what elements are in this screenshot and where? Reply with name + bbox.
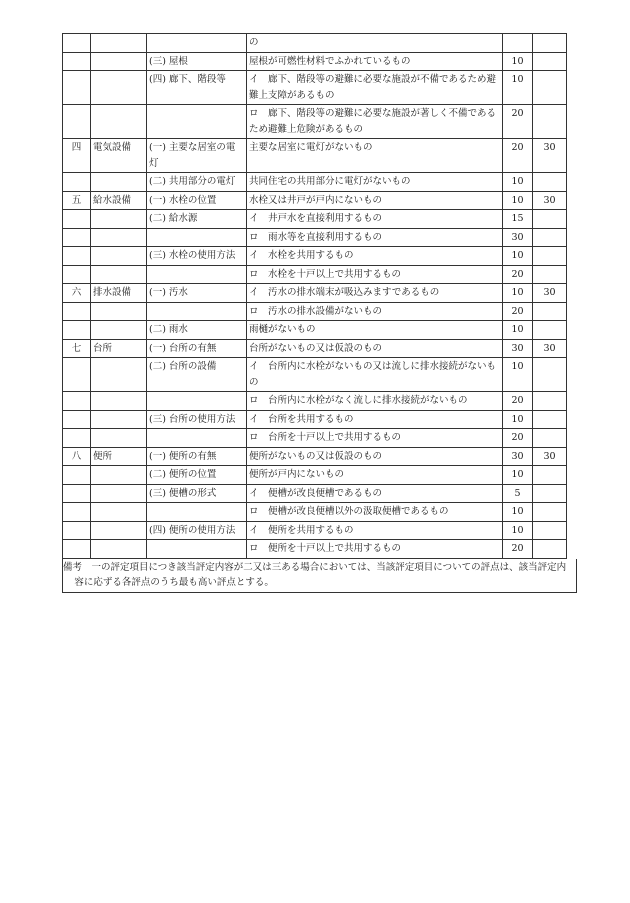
evaluation-item — [147, 228, 247, 247]
max-score — [533, 71, 567, 105]
category-number: 六 — [63, 284, 91, 303]
evaluation-content: ロ 台所内に水栓がなく流しに排水接続がないもの — [247, 392, 503, 411]
table-row — [63, 540, 567, 559]
category-number — [63, 302, 91, 321]
category-name — [91, 540, 147, 559]
max-score — [533, 466, 567, 485]
category-number — [63, 429, 91, 448]
item-score: 10 — [503, 466, 533, 485]
table-row — [63, 321, 567, 340]
max-score: 30 — [533, 191, 567, 210]
category-name — [91, 484, 147, 503]
category-number — [63, 173, 91, 192]
category-number — [63, 466, 91, 485]
item-score: 30 — [503, 228, 533, 247]
item-score: 10 — [503, 284, 533, 303]
category-name — [91, 228, 147, 247]
item-score: 30 — [503, 339, 533, 358]
category-number — [63, 210, 91, 229]
evaluation-content: イ 台所内に水栓がないもの又は流しに排水接続がないもの — [247, 358, 503, 392]
max-score — [533, 429, 567, 448]
category-number — [63, 34, 91, 53]
max-score — [533, 52, 567, 71]
evaluation-content: イ 便所を共用するもの — [247, 521, 503, 540]
table-row — [63, 392, 567, 411]
evaluation-content: ロ 便所を十戸以上で共用するもの — [247, 540, 503, 559]
item-score: 20 — [503, 139, 533, 173]
remarks-note: 備考 一の評定項目につき該当評定内容が二又は三ある場合においては、当該評定項目についての評点は、該当評定内容に応ずる各評点のうち最も高い評点とする。 — [62, 559, 577, 593]
table-row — [63, 228, 567, 247]
category-name — [91, 71, 147, 105]
evaluation-item — [147, 429, 247, 448]
table-row — [63, 358, 567, 392]
category-number — [63, 321, 91, 340]
category-number: 五 — [63, 191, 91, 210]
item-score: 10 — [503, 521, 533, 540]
evaluation-item: (四) 廊下、階段等 — [147, 71, 247, 105]
table-row — [63, 284, 567, 303]
max-score — [533, 34, 567, 53]
evaluation-content: 水栓又は井戸が戸内にないもの — [247, 191, 503, 210]
category-name — [91, 466, 147, 485]
max-score — [533, 247, 567, 266]
evaluation-content: イ 水栓を共用するもの — [247, 247, 503, 266]
evaluation-content: イ 井戸水を直接利用するもの — [247, 210, 503, 229]
evaluation-item — [147, 34, 247, 53]
evaluation-item — [147, 302, 247, 321]
evaluation-content: ロ 便槽が改良便槽以外の汲取便槽であるもの — [247, 503, 503, 522]
evaluation-item — [147, 392, 247, 411]
evaluation-item: (四) 便所の使用方法 — [147, 521, 247, 540]
category-number — [63, 358, 91, 392]
category-name: 電気設備 — [91, 139, 147, 173]
max-score — [533, 392, 567, 411]
item-score: 20 — [503, 265, 533, 284]
max-score — [533, 358, 567, 392]
evaluation-item: (二) 便所の位置 — [147, 466, 247, 485]
category-name — [91, 52, 147, 71]
evaluation-item: (三) 水栓の使用方法 — [147, 247, 247, 266]
table-row — [63, 34, 567, 53]
max-score: 30 — [533, 139, 567, 173]
max-score — [533, 521, 567, 540]
evaluation-item: (三) 便槽の形式 — [147, 484, 247, 503]
table-row — [63, 302, 567, 321]
category-number — [63, 52, 91, 71]
evaluation-content: 屋根が可燃性材料でふかれているもの — [247, 52, 503, 71]
max-score: 30 — [533, 339, 567, 358]
evaluation-item — [147, 540, 247, 559]
category-name — [91, 503, 147, 522]
max-score: 30 — [533, 284, 567, 303]
category-name — [91, 210, 147, 229]
max-score — [533, 302, 567, 321]
category-name: 台所 — [91, 339, 147, 358]
table-row — [63, 339, 567, 358]
category-number — [63, 228, 91, 247]
max-score: 30 — [533, 447, 567, 466]
category-name — [91, 392, 147, 411]
item-score: 20 — [503, 105, 533, 139]
category-name — [91, 321, 147, 340]
category-number — [63, 71, 91, 105]
table-row — [63, 410, 567, 429]
item-score: 10 — [503, 247, 533, 266]
table-row — [63, 210, 567, 229]
evaluation-item: (一) 便所の有無 — [147, 447, 247, 466]
evaluation-content: 主要な居室に電灯がないもの — [247, 139, 503, 173]
evaluation-content: 雨樋がないもの — [247, 321, 503, 340]
table-row — [63, 105, 567, 139]
table-row — [63, 447, 567, 466]
category-name — [91, 429, 147, 448]
category-number — [63, 247, 91, 266]
table-row — [63, 139, 567, 173]
item-score: 10 — [503, 191, 533, 210]
table-row — [63, 173, 567, 192]
max-score — [533, 410, 567, 429]
item-score: 10 — [503, 71, 533, 105]
evaluation-content: ロ 雨水等を直接利用するもの — [247, 228, 503, 247]
item-score: 10 — [503, 358, 533, 392]
item-score: 15 — [503, 210, 533, 229]
evaluation-content: 台所がないもの又は仮設のもの — [247, 339, 503, 358]
item-score: 10 — [503, 52, 533, 71]
evaluation-content: イ 台所を共用するもの — [247, 410, 503, 429]
category-name: 便所 — [91, 447, 147, 466]
evaluation-content: ロ 廊下、階段等の避難に必要な施設が著しく不備であるため避難上危険があるもの — [247, 105, 503, 139]
item-score: 10 — [503, 173, 533, 192]
category-name — [91, 410, 147, 429]
item-score: 20 — [503, 429, 533, 448]
evaluation-item: (三) 台所の使用方法 — [147, 410, 247, 429]
table-row — [63, 503, 567, 522]
evaluation-content: 共同住宅の共用部分に電灯がないもの — [247, 173, 503, 192]
evaluation-item: (二) 雨水 — [147, 321, 247, 340]
category-number — [63, 105, 91, 139]
category-name — [91, 173, 147, 192]
category-number: 四 — [63, 139, 91, 173]
table-row — [63, 52, 567, 71]
category-name — [91, 521, 147, 540]
evaluation-content: イ 廊下、階段等の避難に必要な施設が不備であるため避難上支障があるもの — [247, 71, 503, 105]
evaluation-item: (一) 主要な居室の電灯 — [147, 139, 247, 173]
max-score — [533, 173, 567, 192]
item-score: 10 — [503, 321, 533, 340]
evaluation-item: (二) 共用部分の電灯 — [147, 173, 247, 192]
table-row — [63, 71, 567, 105]
table-body — [63, 34, 567, 559]
evaluation-item: (一) 水栓の位置 — [147, 191, 247, 210]
category-number: 七 — [63, 339, 91, 358]
table-row — [63, 466, 567, 485]
evaluation-item — [147, 503, 247, 522]
category-name — [91, 105, 147, 139]
max-score — [533, 503, 567, 522]
evaluation-content: ロ 水栓を十戸以上で共用するもの — [247, 265, 503, 284]
category-number — [63, 392, 91, 411]
category-name — [91, 247, 147, 266]
category-number: 八 — [63, 447, 91, 466]
category-number — [63, 521, 91, 540]
evaluation-item: (二) 給水源 — [147, 210, 247, 229]
category-number — [63, 265, 91, 284]
max-score — [533, 105, 567, 139]
evaluation-item — [147, 265, 247, 284]
table-row — [63, 265, 567, 284]
item-score: 20 — [503, 302, 533, 321]
table-row — [63, 521, 567, 540]
category-number — [63, 484, 91, 503]
max-score — [533, 265, 567, 284]
evaluation-table-page — [62, 33, 566, 593]
max-score — [533, 228, 567, 247]
category-number — [63, 410, 91, 429]
category-name — [91, 358, 147, 392]
item-score: 20 — [503, 540, 533, 559]
table-row — [63, 429, 567, 448]
category-number — [63, 540, 91, 559]
evaluation-content: イ 汚水の排水端末が吸込みますであるもの — [247, 284, 503, 303]
item-score: 10 — [503, 410, 533, 429]
evaluation-item: (二) 台所の設備 — [147, 358, 247, 392]
category-name — [91, 302, 147, 321]
evaluation-item — [147, 105, 247, 139]
item-score: 10 — [503, 503, 533, 522]
evaluation-content: 便所がないもの又は仮設のもの — [247, 447, 503, 466]
table-row — [63, 247, 567, 266]
item-score — [503, 34, 533, 53]
item-score: 5 — [503, 484, 533, 503]
evaluation-content: ロ 台所を十戸以上で共用するもの — [247, 429, 503, 448]
max-score — [533, 321, 567, 340]
category-name: 排水設備 — [91, 284, 147, 303]
category-number — [63, 503, 91, 522]
evaluation-content: の — [247, 34, 503, 53]
evaluation-item: (三) 屋根 — [147, 52, 247, 71]
category-name — [91, 265, 147, 284]
category-name: 給水設備 — [91, 191, 147, 210]
evaluation-content: 便所が戸内にないもの — [247, 466, 503, 485]
table-row — [63, 484, 567, 503]
evaluation-content: ロ 汚水の排水設備がないもの — [247, 302, 503, 321]
evaluation-item: (一) 汚水 — [147, 284, 247, 303]
evaluation-content: イ 便槽が改良便槽であるもの — [247, 484, 503, 503]
max-score — [533, 540, 567, 559]
evaluation-item: (一) 台所の有無 — [147, 339, 247, 358]
evaluation-table — [62, 33, 567, 559]
item-score: 30 — [503, 447, 533, 466]
max-score — [533, 210, 567, 229]
table-row — [63, 191, 567, 210]
category-name — [91, 34, 147, 53]
item-score: 20 — [503, 392, 533, 411]
max-score — [533, 484, 567, 503]
